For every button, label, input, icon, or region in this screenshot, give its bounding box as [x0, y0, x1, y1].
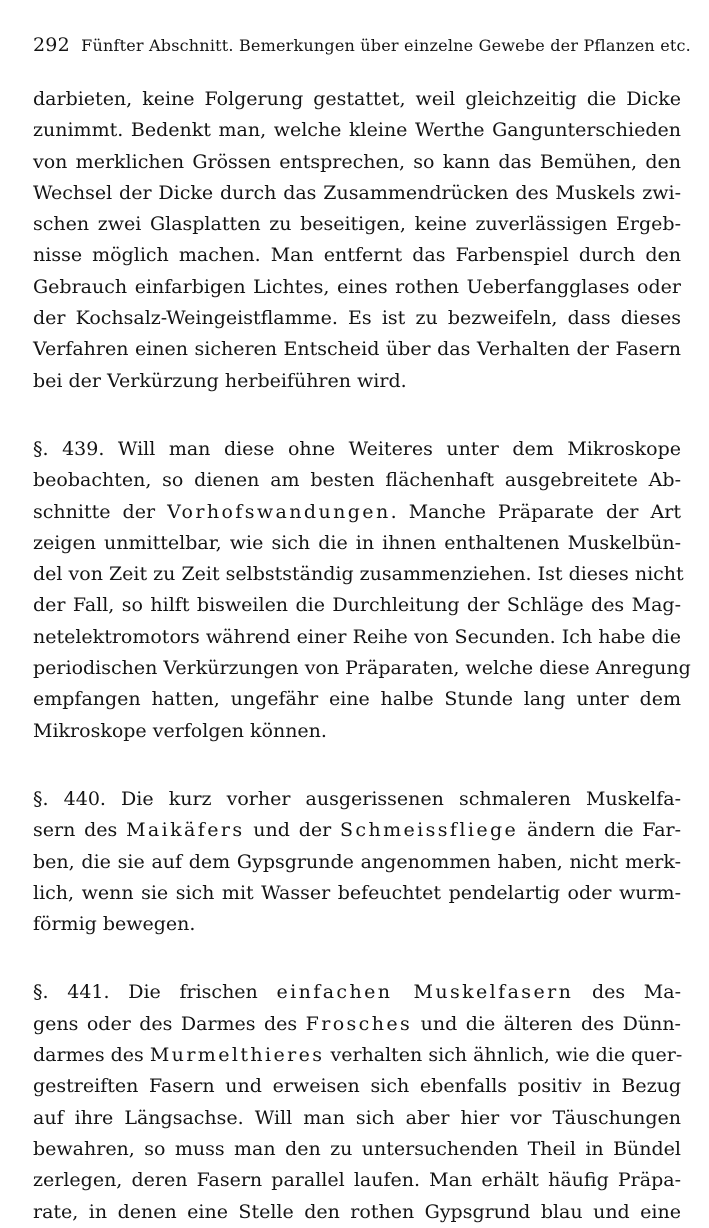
running-header	[33, 34, 691, 56]
emphasis-maikaefers: Maikäfers	[126, 819, 245, 842]
text-line: Gebrauch einfarbigen Lichtes, eines rothen Ueberfangglases oder	[33, 275, 681, 298]
emphasis-murmelthieres: Murmelthieres	[149, 1044, 325, 1067]
text-line: Wechsel der Dicke durch das Zusammendrücken des Muskels zwi-	[33, 181, 681, 204]
section-439-opening: §. 439. Will man diese ohne Weiteres unter dem Mikroskope	[33, 437, 681, 460]
text-line: del von Zeit zu Zeit selbstständig zusammenziehen. Ist dieses nicht	[33, 563, 684, 586]
text-line: beobachten, so dienen am besten flächenhaft ausgebreitete Ab-	[33, 469, 681, 492]
text-line: periodischen Verkürzungen von Präparaten, welche diese Anregung	[33, 657, 691, 680]
text-line	[33, 784, 681, 815]
text-line	[33, 497, 681, 528]
text-fragment: des Ma-	[591, 981, 681, 1004]
text-line: ben, die sie auf dem Gypsgrunde angenommen haben, nicht merk-	[33, 850, 681, 873]
body-text	[33, 84, 691, 1228]
text-line: empfangen hatten, ungefähr eine halbe Stunde lang unter dem	[33, 688, 681, 711]
text-line: von merklichen Grössen entsprechen, so kann das Bemühen, den	[33, 150, 681, 173]
text-line: gestreiften Fasern und erweisen sich ebenfalls positiv in Bezug	[33, 1075, 681, 1098]
paragraph-gap	[33, 747, 681, 784]
text-line: der Kochsalz-Weingeistflamme. Es ist zu bezweifeln, dass dieses	[33, 307, 681, 330]
section-439	[33, 434, 691, 747]
text-line: bewahren, so muss man den zu untersuchenden Theil in Bündel	[33, 1137, 681, 1160]
paragraph-gap	[33, 940, 681, 977]
text-line: bei der Verkürzung herbeiführen wird.	[33, 369, 407, 392]
paragraph-continued	[33, 84, 681, 397]
text-line: förmig bewegen.	[33, 913, 196, 936]
text-line: der Fall, so hilft bisweilen die Durchleitung der Schläge des Mag-	[33, 594, 681, 617]
text-fragment: schnitte der	[33, 500, 156, 523]
text-line: zeigen unmittelbar, wie sich die in ihnen enthaltenen Muskelbün-	[33, 531, 681, 554]
section-441-opening: §. 441. Die frischen	[33, 981, 258, 1004]
emphasis-einfachen-muskelfasern: einfachen Muskelfasern	[276, 981, 574, 1004]
text-line	[33, 815, 681, 846]
section-441	[33, 977, 681, 1227]
text-line: schen zwei Glasplatten zu beseitigen, keine zuverlässigen Ergeb-	[33, 213, 681, 236]
text-line	[33, 1009, 681, 1040]
text-line: darbieten, keine Folgerung gestattet, weil gleichzeitig die Dicke	[33, 88, 681, 110]
text-line: Verfahren einen sicheren Entscheid über das Verhalten der Fasern	[33, 338, 681, 361]
text-fragment: sern des	[33, 819, 118, 842]
text-line: zerlegen, deren Fasern parallel laufen. Man erhält häufig Präpa-	[33, 1169, 681, 1192]
text-fragment: darmes des	[33, 1044, 144, 1067]
paragraph-gap	[33, 397, 681, 434]
text-line: rate, in denen eine Stelle den rothen Gypsgrund blau und eine	[33, 1200, 681, 1223]
text-line: lich, wenn sie sich mit Wasser befeuchtet pendelartig oder wurm-	[33, 881, 681, 904]
text-fragment: und die älteren des Dünn-	[420, 1012, 681, 1035]
section-440-opening: §. 440. Die kurz vorher ausgerissenen schmaleren Muskelfa-	[33, 787, 681, 810]
text-line: auf ihre Längsachse. Will man sich aber hier vor Täuschungen	[33, 1106, 681, 1129]
text-fragment: ändern die Far-	[526, 819, 682, 842]
page-number: 292	[33, 34, 70, 56]
section-440	[33, 784, 681, 940]
text-line	[33, 977, 681, 1008]
text-fragment: verhalten sich ähnlich, wie die quer-	[330, 1044, 683, 1067]
text-fragment: gens oder des Darmes des	[33, 1012, 298, 1035]
text-fragment: . Manche Präparate der Art	[390, 500, 681, 523]
emphasis-vorhofswandungen: Vorhofswandungen	[167, 500, 391, 523]
emphasis-frosches: Frosches	[305, 1012, 413, 1035]
emphasis-schmeissfliege: Schmeissfliege	[340, 819, 519, 842]
text-line: nisse möglich machen. Man entfernt das Farbenspiel durch den	[33, 244, 681, 267]
text-line	[33, 1040, 681, 1071]
running-title: Fünfter Abschnitt. Bemerkungen über einzelne Gewebe der Pflanzen etc.	[81, 36, 691, 55]
text-line: zunimmt. Bedenkt man, welche kleine Werthe Gangunterschieden	[33, 119, 681, 142]
text-line: netelektromotors während einer Reihe von Secunden. Ich habe die	[33, 625, 681, 648]
text-line	[33, 434, 681, 465]
text-line: Mikroskope verfolgen können.	[33, 719, 327, 742]
text-fragment: und der	[253, 819, 332, 842]
